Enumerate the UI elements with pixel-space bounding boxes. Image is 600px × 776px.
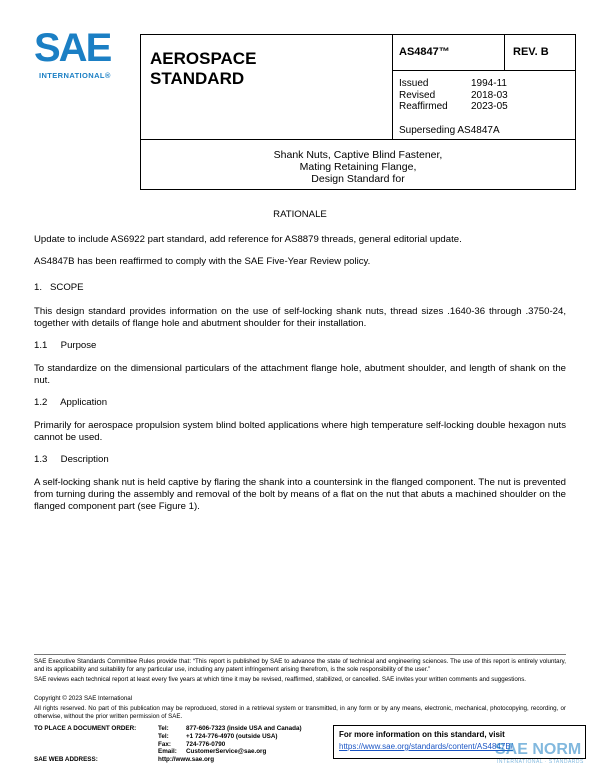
standard-url-link[interactable]: https://www.sae.org/standards/content/AS4847B/ xyxy=(339,742,513,751)
footer-copyright: Copyright © 2023 SAE International xyxy=(34,695,133,702)
document-number: AS4847™ xyxy=(399,46,450,58)
date-row-issued: Issued 1994-11 xyxy=(399,78,507,89)
scope-paragraph: This design standard provides information on the use of self-locking shank nuts, thread sizes .1640-36 through .3750-24, together with details of flange hole and abutment shoulder for their installation. xyxy=(34,306,566,329)
logo-subtitle: INTERNATIONAL® xyxy=(39,71,111,80)
purpose-paragraph: To standardize on the dimensional particulars of the attachment flange hole, abutment shoulder, and length of shank on the nut. xyxy=(34,363,566,386)
description-paragraph: A self-locking shank nut is held captive by flaring the shank into a countersink in the flanged component. The nut is prevented from turning during the assembly and removal of the bolt by means of a flat on the nut that abuts a machined shoulder on the flanged component part (see Figure 1). xyxy=(34,477,566,512)
rationale-paragraph-1: Update to include AS6922 part standard, add reference for AS8879 threads, general editorial update. xyxy=(34,234,462,245)
document-header-table xyxy=(140,34,576,190)
logo-mark: SAE xyxy=(34,26,111,70)
section-scope-heading: 1. SCOPE xyxy=(34,282,84,293)
footer-review-text: SAE reviews each technical report at least every five years at which time it may be revised, reaffirmed, stabilized, or cancelled. SAE invites your written comments and suggestions. xyxy=(34,676,527,683)
footer-divider xyxy=(34,654,566,655)
watermark-logo: SAE NORM INTERNATIONAL · STANDARDS xyxy=(495,741,584,765)
rationale-paragraph-2: AS4847B has been reaffirmed to comply with the SAE Five-Year Review policy. xyxy=(34,256,371,267)
web-address-label: SAE WEB ADDRESS: xyxy=(34,756,98,763)
revision-label: REV. B xyxy=(513,46,549,58)
order-label: TO PLACE A DOCUMENT ORDER: xyxy=(34,725,137,732)
contact-row: Tel: +1 724-776-4970 (outside USA) xyxy=(158,732,278,740)
document-title: Shank Nuts, Captive Blind Fastener, Mating Retaining Flange, Design Standard for xyxy=(273,149,443,185)
more-info-title: For more information on this standard, visit xyxy=(339,730,505,739)
application-paragraph: Primarily for aerospace propulsion system blind bolted applications where high temperature self-locking double hexagon nuts cannot be used. xyxy=(34,420,566,443)
footer-rules-text: SAE Executive Standards Committee Rules provide that: “This report is published by SAE to advance the state of technical and engineering sciences. The use of this report is entirely voluntary, and its applicability and suitability for any particular use, including any patent infringement arising therefrom, is the sole responsibility of the user.” xyxy=(34,658,566,673)
section-description-heading: 1.3 Description xyxy=(34,454,109,465)
contact-row: Fax: 724-776-0790 xyxy=(158,740,226,748)
date-row-revised: Revised 2018-03 xyxy=(399,89,508,101)
customer-service-email[interactable]: CustomerService@sae.org xyxy=(186,748,267,756)
section-purpose-heading: 1.1 Purpose xyxy=(34,340,97,351)
sae-logo xyxy=(34,26,134,86)
footer-rights-text: All rights reserved. No part of this publication may be reproduced, stored in a retrieval system or transmitted, in any form or by any means, electronic, mechanical, photocopying, recording, or otherwise, without the prior written permission of SAE. xyxy=(34,705,566,720)
contact-row: Email: CustomerService@sae.org xyxy=(158,748,267,756)
date-row-reaffirmed: Reaffirmed 2023-05 xyxy=(399,101,508,112)
section-application-heading: 1.2 Application xyxy=(34,397,108,408)
web-address-link[interactable]: http://www.sae.org xyxy=(158,756,215,763)
rationale-heading: RATIONALE xyxy=(273,209,327,220)
date-list xyxy=(399,78,508,113)
document-category: AEROSPACE STANDARD xyxy=(150,49,257,88)
order-contacts xyxy=(158,725,302,756)
superseding-note: Superseding AS4847A xyxy=(399,125,500,136)
contact-row: Tel: 877-606-7323 (inside USA and Canada) xyxy=(158,725,302,732)
